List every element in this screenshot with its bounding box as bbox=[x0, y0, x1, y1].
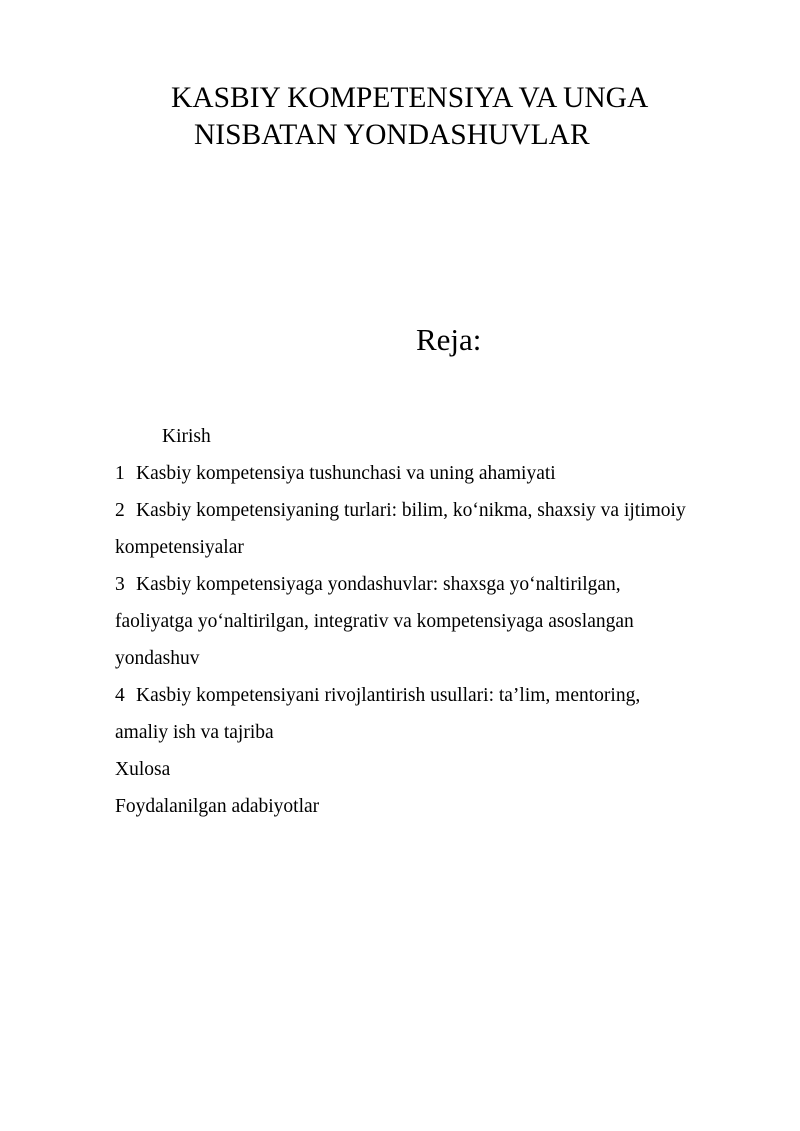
toc-item-3 bbox=[115, 566, 775, 603]
toc-item-text: Foydalanilgan adabiyotlar bbox=[115, 796, 320, 817]
toc-item-text: Xulosa bbox=[115, 759, 171, 780]
table-of-contents bbox=[115, 418, 775, 825]
toc-item-3-continuation bbox=[115, 640, 775, 677]
document-title-line-1: KASBIY KOMPETENSIYA VA UNGA bbox=[171, 82, 649, 114]
toc-item-text: kompetensiyalar bbox=[115, 537, 244, 558]
toc-item-4 bbox=[115, 677, 775, 714]
toc-item-text: Kasbiy kompetensiyaning turlari: bilim, ko‘nikma, shaxsiy va ijtimoiy bbox=[136, 500, 686, 521]
toc-item-text: Kasbiy kompetensiyani rivojlantirish usullari: ta’lim, mentoring, bbox=[136, 685, 641, 706]
toc-item-3-continuation bbox=[115, 603, 775, 640]
plan-heading: Reja: bbox=[416, 322, 482, 357]
toc-item-number: 2 bbox=[115, 500, 125, 521]
toc-item-introduction bbox=[115, 418, 775, 455]
toc-item-1 bbox=[115, 455, 775, 492]
toc-item-2 bbox=[115, 492, 775, 529]
toc-item-number: 4 bbox=[115, 685, 125, 706]
toc-item-4-continuation bbox=[115, 714, 775, 751]
toc-item-text: Kasbiy kompetensiya tushunchasi va uning ahamiyati bbox=[136, 463, 556, 484]
toc-item-references bbox=[115, 788, 775, 825]
toc-item-text: amaliy ish va tajriba bbox=[115, 722, 274, 743]
toc-item-number: 3 bbox=[115, 574, 125, 595]
toc-item-text: yondashuv bbox=[115, 648, 200, 669]
toc-item-number: 1 bbox=[115, 463, 125, 484]
toc-item-text: Kasbiy kompetensiyaga yondashuvlar: shaxsga yo‘naltirilgan, bbox=[136, 574, 621, 595]
toc-item-conclusion bbox=[115, 751, 775, 788]
toc-item-text: Kirish bbox=[162, 426, 211, 447]
document-title-line-2: NISBATAN YONDASHUVLAR bbox=[194, 119, 590, 151]
toc-item-2-continuation bbox=[115, 529, 775, 566]
toc-item-text: faoliyatga yo‘naltirilgan, integrativ va kompetensiyaga asoslangan bbox=[115, 611, 634, 632]
